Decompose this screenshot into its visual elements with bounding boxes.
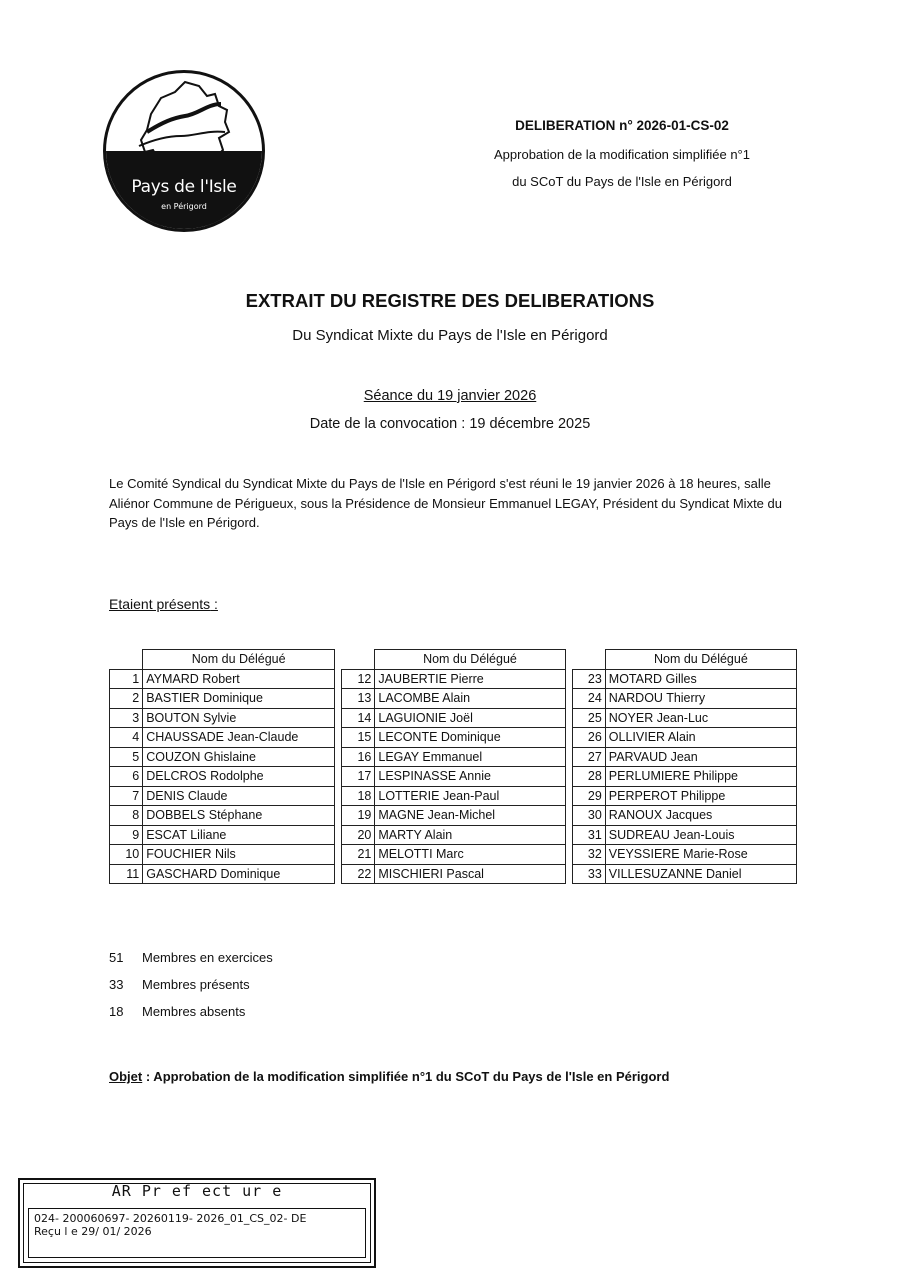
delegate-name: VEYSSIERE Marie-Rose	[605, 845, 796, 865]
delegate-number: 22	[342, 864, 375, 884]
delegate-number: 11	[110, 864, 143, 884]
table-row	[110, 806, 797, 826]
column-gap	[335, 767, 342, 787]
delegate-number: 8	[110, 806, 143, 826]
header-spacer	[342, 650, 375, 670]
table-row	[110, 786, 797, 806]
delegate-number: 30	[572, 806, 605, 826]
delegate-number: 31	[572, 825, 605, 845]
delegate-name: LACOMBE Alain	[375, 689, 565, 709]
table-row	[110, 864, 797, 884]
column-gap	[565, 864, 572, 884]
delegate-number: 19	[342, 806, 375, 826]
delegate-name: MISCHIERI Pascal	[375, 864, 565, 884]
delegate-name: ESCAT Liliane	[143, 825, 335, 845]
objet-text: : Approbation de la modification simplifiée n°1 du SCoT du Pays de l'Isle en Périgord	[142, 1069, 670, 1084]
table-row	[110, 689, 797, 709]
present-heading	[109, 596, 218, 612]
delegate-number: 5	[110, 747, 143, 767]
deliberation-number: DELIBERATION n° 2026-01-CS-02	[515, 118, 729, 133]
delegate-number: 21	[342, 845, 375, 865]
delegate-number: 27	[572, 747, 605, 767]
table-row	[110, 669, 797, 689]
header-spacer	[110, 650, 143, 670]
column-gap	[565, 669, 572, 689]
delegate-name: PARVAUD Jean	[605, 747, 796, 767]
delegate-name: VILLESUZANNE Daniel	[605, 864, 796, 884]
objet-line	[109, 1069, 669, 1084]
count-members-absent	[109, 1004, 245, 1019]
column-gap	[565, 786, 572, 806]
delegate-name: NARDOU Thierry	[605, 689, 796, 709]
delegate-number: 4	[110, 728, 143, 748]
column-gap	[335, 806, 342, 826]
stamp-reference-box	[28, 1208, 366, 1258]
delegate-number: 25	[572, 708, 605, 728]
delegate-name: LESPINASSE Annie	[375, 767, 565, 787]
delegate-number: 10	[110, 845, 143, 865]
table-row	[110, 708, 797, 728]
delegate-name: DENIS Claude	[143, 786, 335, 806]
column-gap	[335, 669, 342, 689]
objet-label: Objet	[109, 1069, 143, 1084]
delegate-name: FOUCHIER Nils	[143, 845, 335, 865]
delegate-number: 18	[342, 786, 375, 806]
column-gap	[565, 650, 572, 670]
count-label: Membres absents	[142, 1004, 246, 1019]
column-gap	[335, 689, 342, 709]
convocation-date: Date de la convocation : 19 décembre 2025	[309, 416, 591, 432]
delegate-name: BOUTON Sylvie	[143, 708, 335, 728]
column-gap	[565, 845, 572, 865]
delegate-number: 29	[572, 786, 605, 806]
column-header: Nom du Délégué	[605, 650, 796, 670]
delegate-name: NOYER Jean-Luc	[605, 708, 796, 728]
count-label: Membres présents	[142, 977, 250, 992]
delegate-name: LECONTE Dominique	[375, 728, 565, 748]
count-value: 51	[109, 950, 124, 965]
delegate-name: JAUBERTIE Pierre	[375, 669, 565, 689]
delegate-name: BASTIER Dominique	[143, 689, 335, 709]
delegate-number: 12	[342, 669, 375, 689]
count-members-present	[109, 977, 250, 992]
column-gap	[335, 708, 342, 728]
column-gap	[565, 728, 572, 748]
table-row	[110, 728, 797, 748]
delegate-number: 32	[572, 845, 605, 865]
present-suffix: :	[210, 596, 218, 612]
table-row	[110, 747, 797, 767]
logo-subtitle: en Périgord	[161, 202, 207, 211]
delegate-name: COUZON Ghislaine	[143, 747, 335, 767]
delegate-number: 16	[342, 747, 375, 767]
delegate-name: CHAUSSADE Jean-Claude	[143, 728, 335, 748]
table-header-row	[110, 650, 797, 670]
column-gap	[335, 650, 342, 670]
prefecture-stamp	[18, 1178, 376, 1268]
column-gap	[335, 864, 342, 884]
column-gap	[565, 767, 572, 787]
delegate-name: LEGAY Emmanuel	[375, 747, 565, 767]
deliberation-subtitle-2: du SCoT du Pays de l'Isle en Périgord	[512, 174, 732, 189]
column-gap	[565, 806, 572, 826]
seance-date	[0, 388, 900, 404]
delegate-name: MOTARD Gilles	[605, 669, 796, 689]
delegate-name: LOTTERIE Jean-Paul	[375, 786, 565, 806]
delegates-table-body	[110, 650, 797, 884]
count-value: 33	[109, 977, 124, 992]
delegate-number: 1	[110, 669, 143, 689]
delegate-number: 26	[572, 728, 605, 748]
delegates-table	[109, 649, 797, 884]
column-gap	[335, 747, 342, 767]
stamp-reference: 024- 200060697- 20260119- 2026_01_CS_02- DE	[34, 1212, 307, 1225]
stamp-title: AR Pr ef ect ur e	[111, 1182, 283, 1200]
column-gap	[565, 825, 572, 845]
column-gap	[335, 728, 342, 748]
column-header: Nom du Délégué	[143, 650, 335, 670]
delegate-name: MELOTTI Marc	[375, 845, 565, 865]
count-label: Membres en exercices	[142, 950, 273, 965]
column-gap	[565, 689, 572, 709]
delegate-number: 6	[110, 767, 143, 787]
delegate-name: SUDREAU Jean-Louis	[605, 825, 796, 845]
delegate-name: OLLIVIER Alain	[605, 728, 796, 748]
column-gap	[565, 747, 572, 767]
document-title: EXTRAIT DU REGISTRE DES DELIBERATIONS	[245, 290, 655, 311]
delegate-number: 2	[110, 689, 143, 709]
delegate-name: AYMARD Robert	[143, 669, 335, 689]
header-spacer	[572, 650, 605, 670]
delegate-name: PERPEROT Philippe	[605, 786, 796, 806]
count-members-exercice	[109, 950, 273, 965]
delegate-name: LAGUIONIE Joël	[375, 708, 565, 728]
delegate-name: DELCROS Rodolphe	[143, 767, 335, 787]
delegate-name: MARTY Alain	[375, 825, 565, 845]
delegate-name: PERLUMIERE Philippe	[605, 767, 796, 787]
column-gap	[335, 825, 342, 845]
column-gap	[335, 845, 342, 865]
table-row	[110, 845, 797, 865]
delegate-number: 17	[342, 767, 375, 787]
delegate-number: 14	[342, 708, 375, 728]
column-gap	[335, 786, 342, 806]
pays-de-lisle-logo	[103, 70, 265, 232]
delegate-number: 24	[572, 689, 605, 709]
delegate-number: 20	[342, 825, 375, 845]
delegate-number: 23	[572, 669, 605, 689]
deliberation-subtitle-1: Approbation de la modification simplifiée n°1	[494, 147, 750, 162]
delegate-name: DOBBELS Stéphane	[143, 806, 335, 826]
present-label: Etaient présents	[109, 596, 211, 612]
delegate-number: 33	[572, 864, 605, 884]
stamp-received-date: Reçu l e 29/ 01/ 2026	[34, 1225, 152, 1238]
logo-title: Pays de l'Isle	[131, 177, 237, 197]
seance-text: Séance du 19 janvier 2026	[363, 388, 537, 404]
delegate-name: GASCHARD Dominique	[143, 864, 335, 884]
column-header: Nom du Délégué	[375, 650, 565, 670]
intro-paragraph: Le Comité Syndical du Syndicat Mixte du Pays de l'Isle en Périgord s'est réuni le 19 janvier 2026 à 18 heures, salle Aliénor Commune de Périgueux, sous la Présidence de Monsieur Emmanuel LEGAY, Président du Syndicat Mixte du Pays de l'Isle en Périgord.	[109, 476, 782, 530]
column-gap	[565, 708, 572, 728]
delegate-name: MAGNE Jean-Michel	[375, 806, 565, 826]
delegate-number: 15	[342, 728, 375, 748]
delegate-number: 28	[572, 767, 605, 787]
document-subtitle: Du Syndicat Mixte du Pays de l'Isle en Périgord	[292, 327, 608, 344]
count-value: 18	[109, 1004, 124, 1019]
table-row	[110, 825, 797, 845]
delegate-number: 3	[110, 708, 143, 728]
delegate-name: RANOUX Jacques	[605, 806, 796, 826]
delegate-number: 7	[110, 786, 143, 806]
delegate-number: 9	[110, 825, 143, 845]
delegate-number: 13	[342, 689, 375, 709]
table-row	[110, 767, 797, 787]
